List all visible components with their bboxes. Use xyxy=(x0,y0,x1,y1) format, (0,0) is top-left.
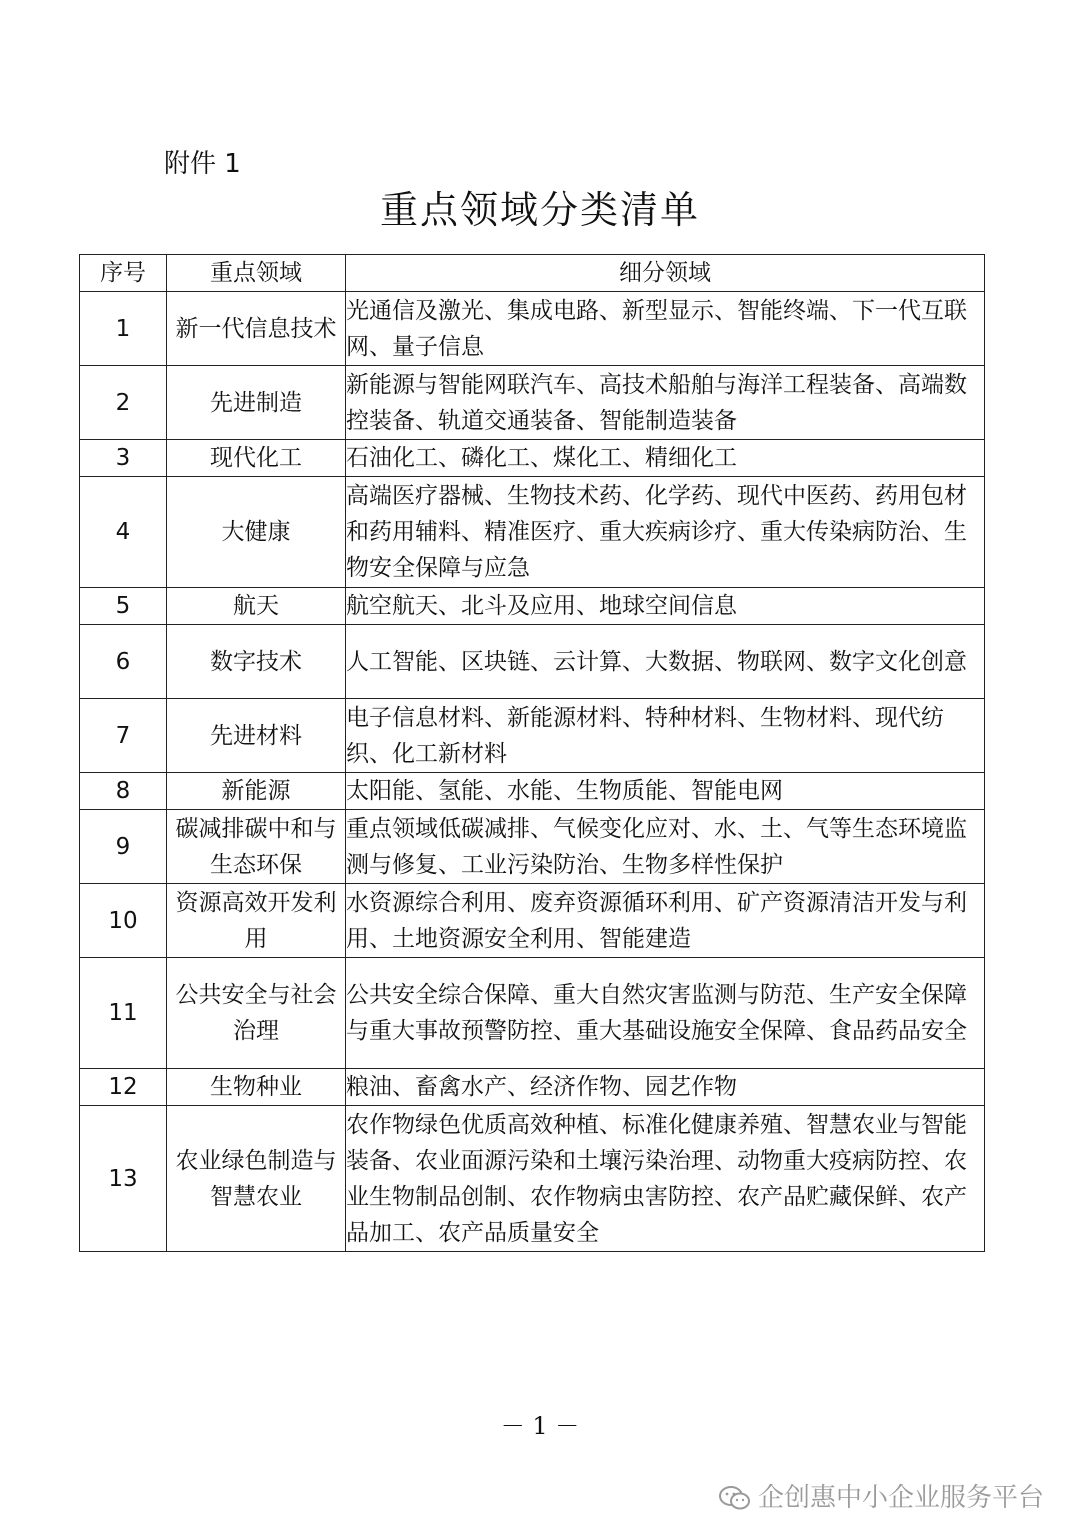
row-subdomain: 重点领域低碳减排、气候变化应对、水、土、气等生态环境监测与修复、工业污染防治、生物多样性保护 xyxy=(346,810,985,884)
header-subdomain: 细分领域 xyxy=(346,255,985,292)
row-seq: 13 xyxy=(80,1106,167,1252)
wechat-icon xyxy=(718,1485,752,1511)
table-row xyxy=(80,477,985,588)
table-row xyxy=(80,625,985,699)
row-domain: 资源高效开发利用 xyxy=(167,884,346,958)
row-subdomain: 石油化工、磷化工、煤化工、精细化工 xyxy=(346,440,985,477)
row-subdomain: 新能源与智能网联汽车、高技术船舶与海洋工程装备、高端数控装备、轨道交通装备、智能制造装备 xyxy=(346,366,985,440)
header-seq: 序号 xyxy=(80,255,167,292)
watermark-text: 企创惠中小企业服务平台 xyxy=(757,1483,1044,1513)
row-domain: 新能源 xyxy=(167,773,346,810)
row-subdomain: 光通信及激光、集成电路、新型显示、智能终端、下一代互联网、量子信息 xyxy=(346,292,985,366)
row-domain: 现代化工 xyxy=(167,440,346,477)
table-row xyxy=(80,773,985,810)
table-row xyxy=(80,588,985,625)
row-domain: 生物种业 xyxy=(167,1069,346,1106)
page-number: － 1 － xyxy=(500,1412,580,1440)
table-row xyxy=(80,440,985,477)
row-domain: 新一代信息技术 xyxy=(167,292,346,366)
table-row xyxy=(80,958,985,1069)
row-domain: 先进材料 xyxy=(167,699,346,773)
row-seq: 10 xyxy=(80,884,167,958)
row-seq: 1 xyxy=(80,292,167,366)
row-seq: 6 xyxy=(80,625,167,699)
row-subdomain: 水资源综合利用、废弃资源循环利用、矿产资源清洁开发与利用、土地资源安全利用、智能建造 xyxy=(346,884,985,958)
row-domain: 大健康 xyxy=(167,477,346,588)
watermark xyxy=(718,1478,1044,1518)
attachment-label: 附件 1 xyxy=(164,149,241,179)
row-subdomain: 电子信息材料、新能源材料、特种材料、生物材料、现代纺织、化工新材料 xyxy=(346,699,985,773)
row-subdomain: 高端医疗器械、生物技术药、化学药、现代中医药、药用包材和药用辅料、精准医疗、重大疾病诊疗、重大传染病防治、生物安全保障与应急 xyxy=(346,477,985,588)
row-subdomain: 粮油、畜禽水产、经济作物、园艺作物 xyxy=(346,1069,985,1106)
row-seq: 4 xyxy=(80,477,167,588)
header-domain: 重点领域 xyxy=(167,255,346,292)
row-seq: 8 xyxy=(80,773,167,810)
row-seq: 5 xyxy=(80,588,167,625)
table-row xyxy=(80,292,985,366)
row-seq: 12 xyxy=(80,1069,167,1106)
row-domain: 公共安全与社会治理 xyxy=(167,958,346,1069)
table-row xyxy=(80,699,985,773)
page-title: 重点领域分类清单 xyxy=(379,188,700,232)
table-row xyxy=(80,1069,985,1106)
row-seq: 11 xyxy=(80,958,167,1069)
table-row xyxy=(80,366,985,440)
row-seq: 2 xyxy=(80,366,167,440)
row-domain: 先进制造 xyxy=(167,366,346,440)
row-seq: 9 xyxy=(80,810,167,884)
row-seq: 7 xyxy=(80,699,167,773)
row-subdomain: 太阳能、氢能、水能、生物质能、智能电网 xyxy=(346,773,985,810)
row-domain: 碳减排碳中和与生态环保 xyxy=(167,810,346,884)
row-domain: 航天 xyxy=(167,588,346,625)
row-subdomain: 公共安全综合保障、重大自然灾害监测与防范、生产安全保障与重大事故预警防控、重大基础设施安全保障、食品药品安全 xyxy=(346,958,985,1069)
row-domain: 数字技术 xyxy=(167,625,346,699)
row-domain: 农业绿色制造与智慧农业 xyxy=(167,1106,346,1252)
row-subdomain: 农作物绿色优质高效种植、标准化健康养殖、智慧农业与智能装备、农业面源污染和土壤污染治理、动物重大疫病防控、农业生物制品创制、农作物病虫害防控、农产品贮藏保鲜、农产品加工、农产品质量安全 xyxy=(346,1106,985,1252)
table-row xyxy=(80,884,985,958)
row-subdomain: 航空航天、北斗及应用、地球空间信息 xyxy=(346,588,985,625)
domain-table xyxy=(79,254,985,1252)
table-header-row xyxy=(80,255,985,292)
table-row xyxy=(80,810,985,884)
row-subdomain: 人工智能、区块链、云计算、大数据、物联网、数字文化创意 xyxy=(346,625,985,699)
row-seq: 3 xyxy=(80,440,167,477)
table-row xyxy=(80,1106,985,1252)
